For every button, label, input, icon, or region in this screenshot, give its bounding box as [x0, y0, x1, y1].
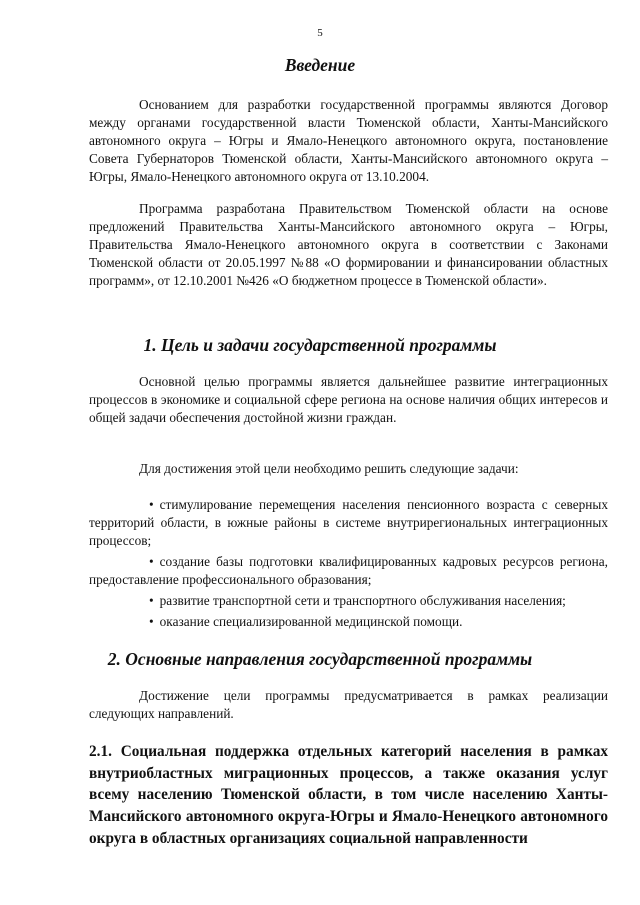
task-list-item: • создание базы подготовки квалифицированных кадровых ресурсов региона, предоставление профессионального образования; [89, 554, 608, 587]
section1-heading: 1. Цель и задачи государственной программы [143, 335, 497, 355]
bullet-icon: • [149, 593, 154, 608]
section1-paragraph-1: Основной целью программы является дальнейшее развитие интеграционных процессов в экономике и социальной сфере региона на основе наличия общих интересов и общей задачи обеспечения достойной жизни граждан. [89, 374, 608, 425]
bullet-icon: • [149, 554, 154, 569]
intro-paragraph-1: Основанием для разработки государственной программы являются Договор между органами государственной власти Тюменской области, Ханты-Мансийского автономного округа – Югры и Ямало-Ненецкого автономного округа, постановление Совета Губернаторов Тюменской области, Ханты-Мансийского автономного округа – Югры, Ямало-Ненецкого автономного округа от 13.10.2004. [89, 97, 608, 184]
section1-paragraph-2: Для достижения этой цели необходимо решить следующие задачи: [139, 461, 519, 476]
page-number: 5 [317, 27, 323, 39]
bullet-icon: • [149, 497, 154, 512]
task-list [89, 496, 608, 634]
bullet-icon: • [149, 614, 154, 629]
intro-heading: Введение [284, 55, 356, 75]
task-list-item: • развитие транспортной сети и транспортного обслуживания населения; [149, 593, 566, 608]
section2-heading: 2. Основные направления государственной программы [107, 649, 533, 669]
intro-paragraph-2: Программа разработана Правительством Тюменской области на основе предложений Правительства Ханты-Мансийского автономного округа – Югры, Правительства Ямало-Ненецкого автономного округа в соответствии с Законами Тюменской области от 20.05.1997 №88 «О формировании и финансировании областных программ», от 12.10.2001 №426 «О бюджетном процессе в Тюменской области». [89, 201, 608, 288]
subsection-2-1-heading: 2.1. Социальная поддержка отдельных категорий населения в рамках внутриобластных миграционных процессов, а также оказания услуг всему населению Тюменской области, в том числе населению Ханты-Мансийского автономного округа-Югры и Ямало-Ненецкого автономного округа в областных организациях социальной направленности [89, 743, 608, 847]
section2-paragraph-1: Достижение цели программы предусматривается в рамках реализации следующих направлений. [89, 688, 608, 721]
task-list-item: • оказание специализированной медицинской помощи. [149, 614, 463, 629]
task-list-item: • стимулирование перемещения населения пенсионного возраста с северных территорий области, в южные районы в системе внутрирегиональных интеграционных процессов; [89, 497, 608, 548]
